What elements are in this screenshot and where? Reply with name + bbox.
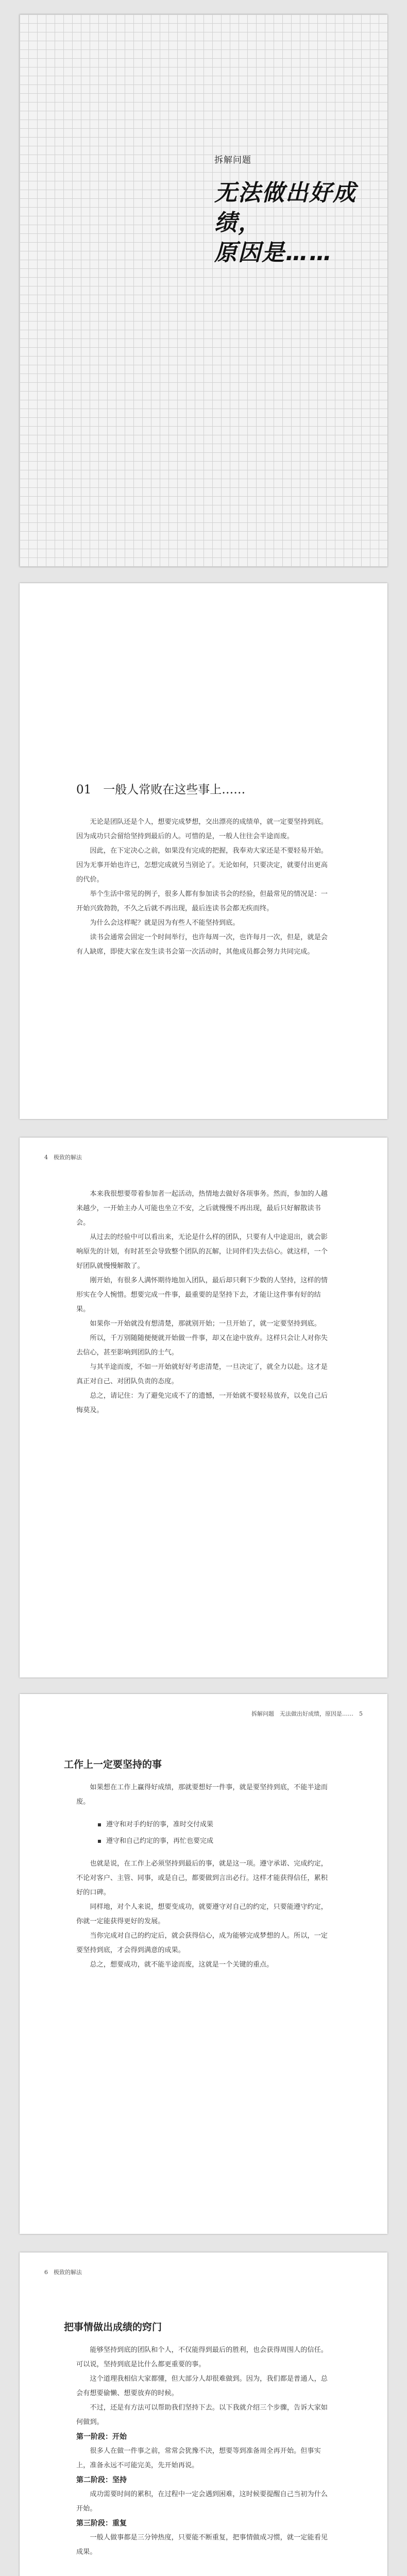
cover-label: 拆解问题 [214,155,251,165]
cover-title [214,178,384,268]
section-title: 把事情做出成绩的窍门 [64,2321,162,2333]
step-text: 一般人做事都是三分钟热度，只要能不断重复，把事情做成习惯，就一定能看见成果。 [76,2534,328,2556]
paragraph: 刚开始，有很多人满怀期待地加入团队，最后却只剩下少数的人坚持，这样的情形实在令人惋惜。想要完成一件事，最重要的是坚持下去，才能让这件事有好的结果。 [76,1277,328,1313]
paragraph: 举个生活中常见的例子，很多人都有参加读书会的经验，但最常见的情况是：一开始兴致勃勃，不久之后就不再出现，最后连读书会都无疾而终。 [76,890,328,912]
paragraph: 也就是说，在工作上必须坚持到最后的事，就是这一项。遵守承诺、完成约定，不论对客户、主管、同事，或是自己，都要做到言出必行。这样才能获得信任，累积好的口碑。 [76,1860,328,1896]
step-text: 成功需要时间的累积，在过程中一定会遇到困难，这时候要提醒自己当初为什么开始。 [76,2490,328,2513]
paragraph: 所以，千万别随随便便就开始做一件事，却又在途中放弃。这样只会让人对你失去信心，甚至影响到团队的士气。 [76,1334,328,1357]
bullet-item: 遵守和自己约定的事，再忙也要完成 [106,1833,334,1850]
cover-page [20,14,387,567]
page-body [76,2343,334,2560]
page-body [76,1187,334,1418]
running-header: 拆解问题 无法做出好成绩，原因是…… 5 [251,1710,363,1717]
paragraph: 总之，想要成功，就不能半途而废，这就是一个关键的重点。 [90,1961,274,1969]
paragraph: 如果想在工作上赢得好成绩，那就要想好一件事，就是要坚持到底，不能半途而废。 [76,1784,328,1806]
step-title: 第二阶段：坚持 [76,2476,127,2484]
paragraph: 能够坚持到底的团队和个人，不仅能得到最后的胜利，也会获得周围人的信任。可以说，坚持到底是比什么都更重要的事。 [76,2346,328,2368]
paragraph: 因此，在下定决心之前，如果没有完成的把握，我奉劝大家还是不要轻易开始。因为无事开始也许已，怎想完成就另当别论了。无论如何，只要决定，就要付出更高的代价。 [76,847,328,884]
paragraph: 如果你一开始就没有想清楚，那就别开始；一旦开始了，就一定要坚持到底。 [90,1320,321,1328]
paragraph: 这个道理我相信大家都懂，但大部分人却很难做到。因为，我们都是普通人，总会有想要偷懒、想要放弃的时候。 [76,2375,328,2397]
paragraph: 读书会通常会固定一个时间举行，也许每周一次，也许每月一次，但是，就是会有人缺席，即使大家在发生读书会第一次活动时，其他成员都会努力共同完成。 [76,934,328,956]
running-header: 4 极致的解法 [44,1154,82,1161]
bullet-list [76,1817,334,1850]
paragraph: 本来我很想要带着参加者一起活动，热情地去做好各项事务。然而，参加的人越来越少，一开始主办人可能也坐立不安，之后就慢慢不再出现，最后只好解散读书会。 [76,1190,328,1227]
paragraph: 不过，还是有方法可以帮助我们坚持下去。以下我就介绍三个步骤，告诉大家如何做到。 [76,2404,328,2426]
paragraph: 同样地，对个人来说，想要变成功，就要遵守对自己的约定，只要能遵守约定，你就一定能获得更好的发展。 [76,1903,328,1925]
cover-title-line1: 无法做出好成绩， [214,180,357,236]
step-title: 第三阶段：重复 [76,2519,127,2528]
running-header: 6 极致的解法 [44,2269,82,2276]
page-body [76,815,334,959]
page-chapter-start [20,583,387,1119]
chapter-title: 01 一般人常败在这些事上…… [76,783,246,796]
bullet-item: 遵守和对手约好的事，准时交付成果 [106,1817,334,1833]
paragraph: 从过去的经验中可以看出来，无论是什么样的团队，只要有人中途退出，就会影响原先的计划，有时甚至会导致整个团队的瓦解，让同伴们失去信心。就这样，一个好团队就慢慢解散了。 [76,1233,328,1270]
paragraph: 为什么会这样呢？就是因为有些人不能坚持到底。 [90,919,240,927]
page-body-3 [20,1138,387,1677]
page-body-5 [20,2252,387,2576]
paragraph: 与其半途而废，不如一开始就好好考虑清楚，一旦决定了，就全力以赴。这才是真正对自己、对团队负责的态度。 [76,1363,328,1385]
step-title: 第一阶段：开始 [76,2433,127,2441]
paragraph: 无论是团队还是个人，想要完成梦想，交出漂亮的成绩单，就一定要坚持到底。因为成功只会留给坚持到最后的人。可惜的是，一般人往往会半途而废。 [76,818,328,840]
page-body-4 [20,1694,387,2234]
section-title: 工作上一定要坚持的事 [64,1759,162,1770]
cover-title-line2: 原因是…… [214,240,333,266]
step-text: 很多人在做一件事之前，常常会犹豫不决，想要等到准备周全再开始。但事实上，准备永远不可能完美，先开始再说。 [76,2447,321,2469]
paragraph: 总之，请记住：为了避免完成不了的遗憾，一开始就不要轻易放弃，以免自己后悔莫及。 [76,1392,328,1414]
paragraph: 当你完成对自己的约定后，就会获得信心，成为能够完成梦想的人。所以，一定要坚持到底，才会得到满意的成果。 [76,1932,328,1954]
page-body [76,1781,334,1972]
